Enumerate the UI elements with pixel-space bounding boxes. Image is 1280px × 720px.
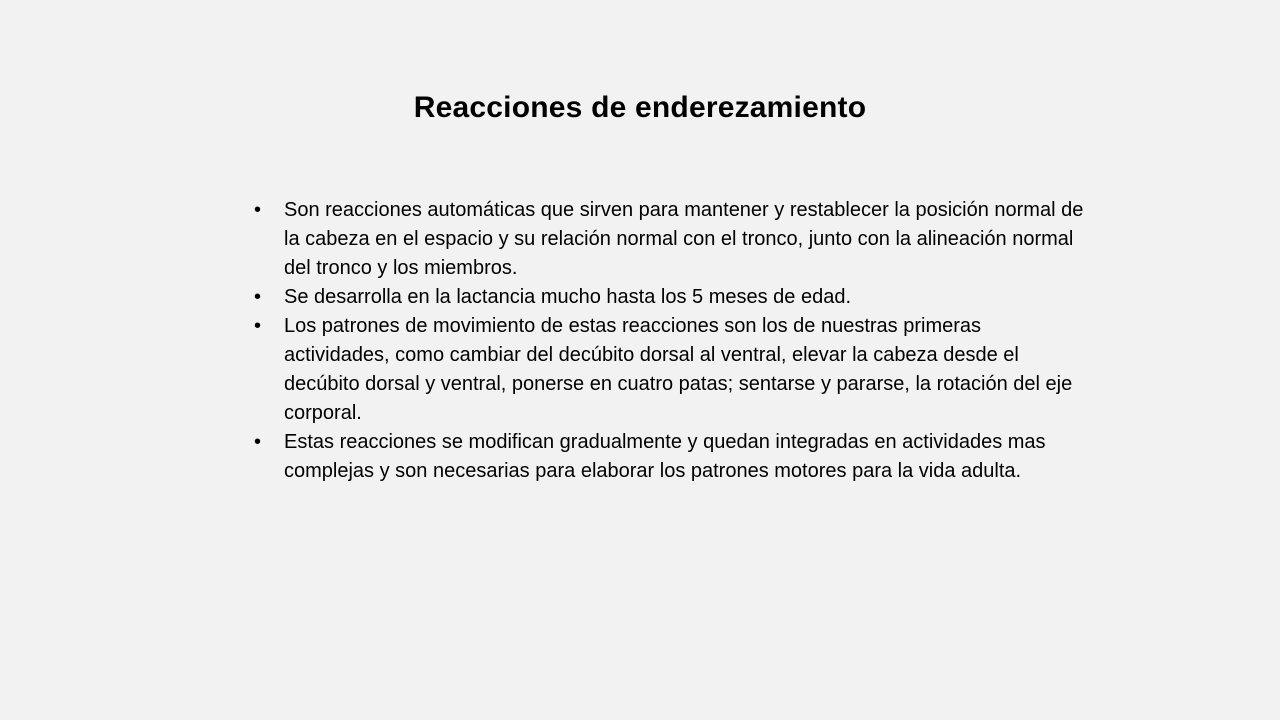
bullet-text-1: Son reacciones automáticas que sirven para mantener y restablecer la posición normal de la cabeza en el espacio y su relación normal con el tronco, junto con la alineación normal del tronco y los miembros. (284, 199, 1084, 279)
bullet-item-4 (254, 428, 1084, 486)
bullet-icon: • (254, 315, 262, 337)
bullet-item-3 (254, 312, 1084, 428)
bullet-icon: • (254, 199, 262, 221)
bullet-text-4: Estas reacciones se modifican gradualmente y quedan integradas en actividades mas complejas y son necesarias para elaborar los patrones motores para la vida adulta. (284, 431, 1046, 482)
bullet-text-3: Los patrones de movimiento de estas reacciones son los de nuestras primeras actividades, como cambiar del decúbito dorsal al ventral, elevar la cabeza desde el decúbito dorsal y ventral, ponerse en cuatro patas; sentarse y pararse, la rotación del eje corporal. (284, 315, 1073, 424)
bullet-item-2 (254, 283, 1084, 312)
slide-title: Reacciones de enderezamiento (413, 91, 867, 124)
bullet-icon: • (254, 431, 262, 453)
bullet-list (254, 196, 1084, 486)
bullet-text-2: Se desarrolla en la lactancia mucho hasta los 5 meses de edad. (284, 286, 852, 308)
bullet-icon: • (254, 286, 262, 308)
bullet-item-1 (254, 196, 1084, 283)
